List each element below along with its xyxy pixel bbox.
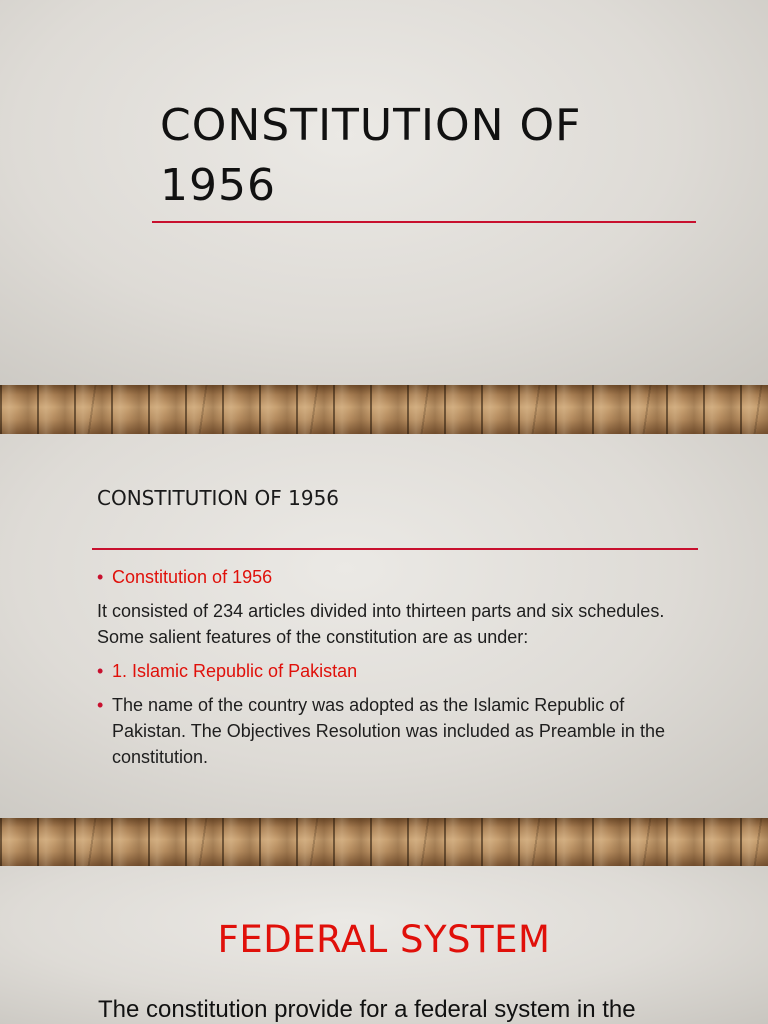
paragraph: It consisted of 234 articles divided into thirteen parts and six schedules. Some salient features of the constitution are as under: xyxy=(97,601,665,647)
bullet-icon: • xyxy=(97,661,104,681)
title-underline xyxy=(152,221,696,223)
slide-1-title: CONSTITUTION OF 1956 xyxy=(160,100,582,211)
bullet-item xyxy=(97,564,697,590)
bullet-text: 1. Islamic Republic of Pakistan xyxy=(112,661,358,681)
slide-3-title: FEDERAL SYSTEM xyxy=(217,918,551,961)
slide-2-body xyxy=(97,564,697,778)
slide-1 xyxy=(0,0,768,385)
wood-floor-divider xyxy=(0,818,768,866)
slide-3-body: The constitution provide for a federal system in the xyxy=(98,996,636,1023)
bullet-icon: • xyxy=(97,567,104,587)
bullet-item xyxy=(97,658,697,684)
bullet-text: The name of the country was adopted as the Islamic Republic of Pakistan. The Objectives Resolution was included as Preamble in the constitution. xyxy=(112,695,665,767)
heading-underline xyxy=(92,548,698,550)
bullet-item xyxy=(97,692,697,770)
slide-2-heading: CONSTITUTION OF 1956 xyxy=(97,486,340,510)
slide-2 xyxy=(0,434,768,818)
bullet-text: Constitution of 1956 xyxy=(112,567,273,587)
slide-3 xyxy=(0,866,768,1024)
bullet-icon: • xyxy=(97,695,104,715)
wood-floor-divider xyxy=(0,385,768,434)
